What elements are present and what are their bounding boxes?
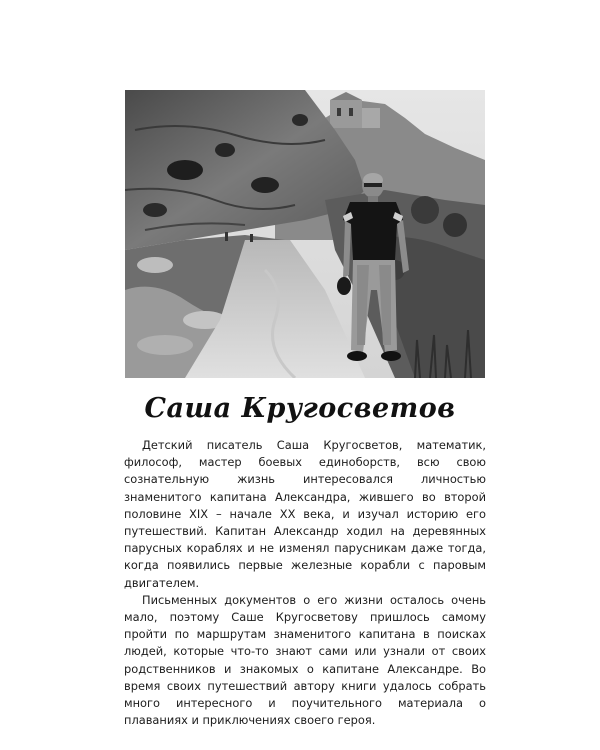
paragraph-2: Письменных документов о его жизни осталось очень мало, поэтому Саше Кругосветову пришлось самому пройти по маршрутам знаменитого капитана в поисках людей, которые что-то знают сами или узнали от своих родственников и знакомых о капитане Александре. Во время своих путешествий автору книги удалось собрать много интересного и поучительного материала о плаваниях и приключениях своего героя. [124, 592, 486, 728]
author-photo [125, 90, 485, 378]
body-text [124, 437, 486, 729]
paragraph-1: Детский писатель Саша Кругосветов, математик, философ, мастер боевых единоборств, всю свою сознательную жизнь интересовался личностью знаменитого капитана Александра, жившего во второй половине XIX – начале XX века, и изучал историю его путешествий. Капитан Александр ходил на деревянных парусных кораблях и не изменял парусникам даже тогда, когда появились первые железные корабли с паровым двигателем. [124, 438, 486, 590]
page-title: Саша Кругосветов [144, 393, 456, 424]
